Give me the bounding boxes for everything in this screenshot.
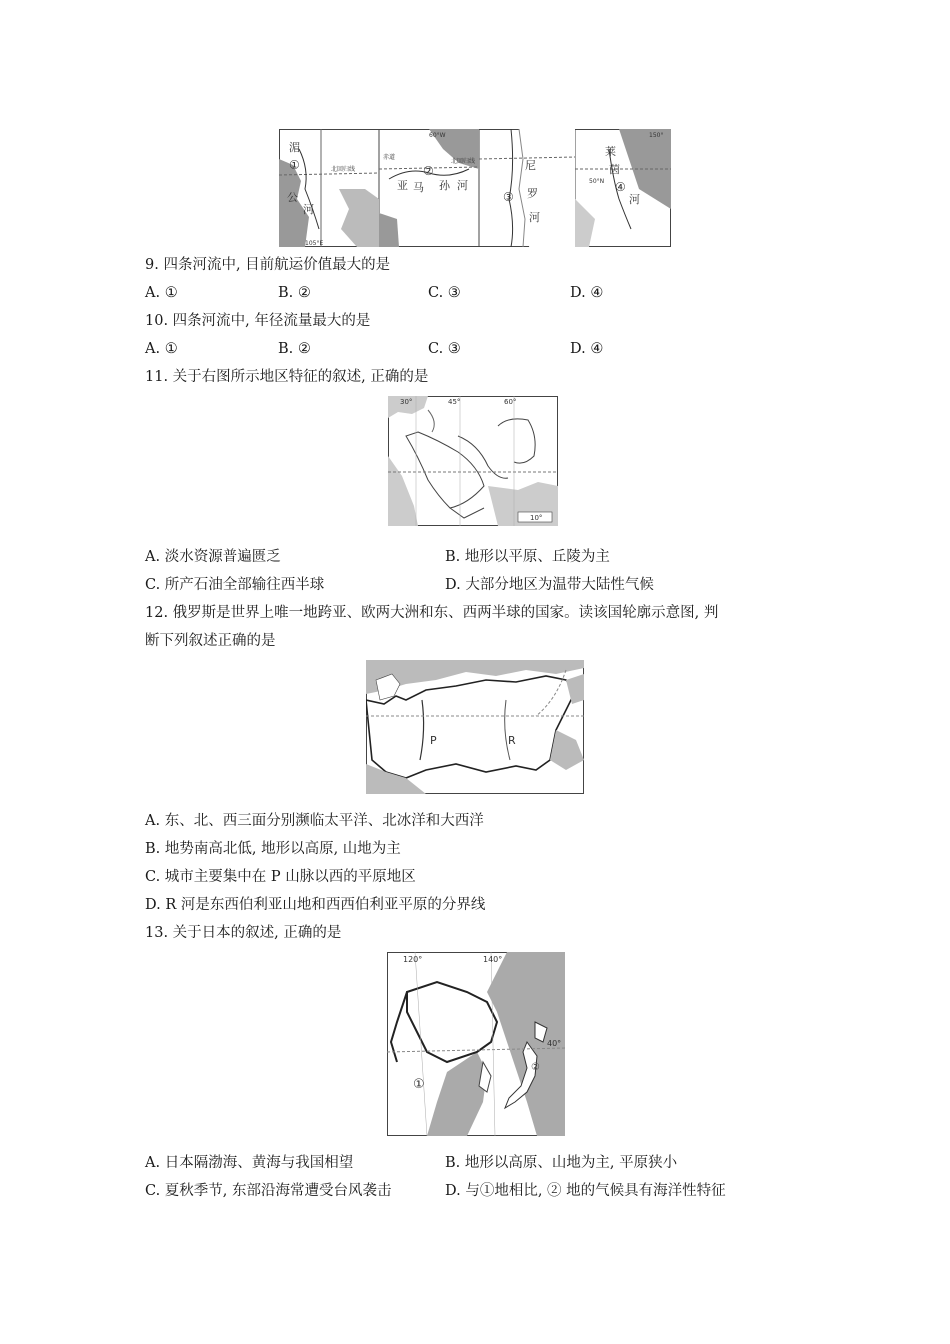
rivers-p4-label2: 茵 — [609, 163, 620, 176]
rivers-p1-label2: 公 — [287, 191, 298, 204]
japan-map — [387, 952, 565, 1136]
q12-option-d: D. R 河是东西伯利亚山地和西西伯利亚平原的分界线 — [145, 897, 486, 913]
rivers-p1-lat: 北回归线 — [331, 166, 356, 173]
me-lon2: 45° — [448, 398, 461, 406]
rivers-p3-num: ③ — [503, 190, 514, 204]
japan-lon1: 120° — [403, 955, 423, 964]
rivers-p2-label4: 河 — [457, 179, 468, 192]
q13-option-d: D. 与①地相比, ② 地的气候具有海洋性特征 — [445, 1183, 726, 1199]
rivers-figure — [279, 129, 671, 247]
q10-option-c: C. ③ — [428, 341, 461, 357]
rivers-p2-label1: 亚 — [397, 179, 408, 192]
me-lon1: 30° — [400, 398, 413, 406]
q9-option-a: A. ① — [145, 285, 178, 301]
japan-lat: 40° — [547, 1039, 562, 1048]
rivers-p2-num: ② — [423, 164, 434, 178]
question-10-stem: 10. 四条河流中, 年径流量最大的是 — [145, 313, 371, 329]
q13-option-c: C. 夏秋季节, 东部沿海常遭受台风袭击 — [145, 1183, 392, 1199]
japan-marker-1: ① — [413, 1077, 425, 1092]
russia-p-label: P — [430, 734, 437, 747]
q10-option-d: D. ④ — [570, 341, 604, 357]
q11-option-c: C. 所产石油全部输往西半球 — [145, 577, 325, 593]
question-11-stem: 11. 关于右图所示地区特征的叙述, 正确的是 — [145, 369, 429, 385]
rivers-p4-num: ④ — [615, 180, 626, 194]
me-lon3: 60° — [504, 398, 517, 406]
rivers-p2-lat2: 北回归线 — [451, 158, 476, 165]
rivers-p1-num: ① — [289, 158, 300, 172]
rivers-p4-top: 150° — [649, 132, 664, 139]
q9-option-d: D. ④ — [570, 285, 604, 301]
japan-lon2: 140° — [483, 955, 503, 964]
rivers-p1-label3: 河 — [303, 203, 314, 216]
question-12-stem-line1: 12. 俄罗斯是世界上唯一地跨亚、欧两大洲和东、西两半球的国家。读该国轮廓示意图, 判 — [145, 605, 719, 621]
rivers-p3-label3: 河 — [529, 211, 540, 224]
q12-option-a: A. 东、北、西三面分别濒临太平洋、北冰洋和大西洋 — [145, 813, 484, 829]
q9-option-b: B. ② — [278, 285, 311, 301]
rivers-p4-label1: 莱 — [605, 145, 616, 158]
q13-option-a: A. 日本隔渤海、黄海与我国相望 — [145, 1155, 354, 1171]
rivers-p3-label2: 罗 — [527, 187, 538, 200]
rivers-p4-label3: 河 — [629, 193, 640, 206]
q10-option-a: A. ① — [145, 341, 178, 357]
rivers-p3-label1: 尼 — [525, 159, 536, 172]
rivers-p2-label3: 孙 — [439, 179, 450, 192]
rivers-p1-lon: 105°E — [305, 240, 324, 247]
q13-option-b: B. 地形以高原、山地为主, 平原狭小 — [445, 1155, 678, 1171]
japan-marker-2: ② — [531, 1062, 540, 1073]
rivers-p2-lat: 赤道 — [383, 154, 396, 161]
question-13-stem: 13. 关于日本的叙述, 正确的是 — [145, 925, 342, 941]
rivers-p2-top: 60°W — [429, 132, 446, 139]
rivers-p2-label2: 马 — [413, 181, 424, 194]
q9-option-c: C. ③ — [428, 285, 461, 301]
rivers-p4-lat: 50°N — [589, 178, 605, 185]
q12-option-c: C. 城市主要集中在 P 山脉以西的平原地区 — [145, 869, 416, 885]
q12-option-b: B. 地势南高北低, 地形以高原, 山地为主 — [145, 841, 401, 857]
russia-map — [366, 660, 584, 794]
q11-option-b: B. 地形以平原、丘陵为主 — [445, 549, 610, 565]
question-12-stem-line2: 断下列叙述正确的是 — [145, 633, 276, 649]
q11-option-d: D. 大部分地区为温带大陆性气候 — [445, 577, 654, 593]
russia-r-label: R — [508, 734, 516, 747]
me-scale: 10° — [530, 514, 543, 522]
q10-option-b: B. ② — [278, 341, 311, 357]
middle-east-map — [388, 396, 558, 526]
q11-option-a: A. 淡水资源普遍匮乏 — [145, 549, 281, 565]
question-9-stem: 9. 四条河流中, 目前航运价值最大的是 — [145, 257, 391, 273]
rivers-p1-label1: 湄 — [289, 141, 300, 154]
